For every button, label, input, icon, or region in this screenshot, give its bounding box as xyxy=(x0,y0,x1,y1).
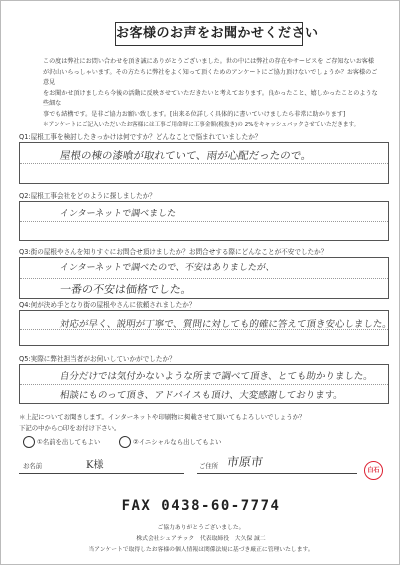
consent-option-2[interactable] xyxy=(119,436,221,448)
consent-instruction: 下記の中から○印をお付け下さい。 xyxy=(19,424,121,432)
checkbox-circle[interactable] xyxy=(119,436,131,448)
answer-box-4 xyxy=(19,310,393,346)
question-1-label: Q1:屋根工事を検討したきっかけは何ですか？どんなことで悩まれていましたか？ xyxy=(19,133,262,141)
answer-1-line-1: 屋根の棟の漆喰が取れていて、雨が心配だったので。 xyxy=(59,150,313,162)
answer-5-line-1: 自分だけでは気付かないような所まで調べて頂き、とても助かりました。 xyxy=(59,371,374,382)
name-label: お名前 xyxy=(23,462,43,470)
cashback-note: ＊アンケートにご記入いただいたお客様には工事ご用命時に工事金額(税抜き)の 2%をキャッシュバックさせていただきます。 xyxy=(43,122,360,128)
answer-box-3 xyxy=(19,257,389,299)
answer-3-line-2: 一番の不安は価格でした。 xyxy=(59,283,193,296)
consent-option-1-label: ①名前を出してもよい xyxy=(37,438,101,446)
answer-5-line-2: 相談にものって頂き、アドバイスも頂け、大変感謝しております。 xyxy=(59,390,344,401)
checkbox-circle[interactable] xyxy=(23,436,35,448)
question-3-label: Q3:街の屋根やさんを知りすぐにお問合せ頂けましたか？お問合せする際にどんなことが不安でしたか？ xyxy=(19,248,328,256)
consent-option-1[interactable] xyxy=(23,436,100,448)
footer-company: 株式会社シェアテック 代表取締役 大久保 誠二 xyxy=(136,536,266,542)
name-value: K様 xyxy=(86,460,104,471)
hanko-stamp: 白石 xyxy=(364,461,383,480)
fax-number: FAX 0438-60-7774 xyxy=(121,498,281,514)
consent-option-2-label: ②イニシャルなら出してもよい xyxy=(133,438,222,446)
intro-line: 事でも結構です。是非ご協力お願い致します。[出来る位詳しく具体的に書いていけましたら非常に助かります] xyxy=(43,110,346,118)
footer-privacy: 当アンケートで取得したお客様の個人情報は関係法規に基づき厳正に管理いたします。 xyxy=(88,547,314,553)
address-underline xyxy=(197,473,357,474)
answer-3-line-1: インターネットで調べたので、不安はありましたが、 xyxy=(59,263,276,273)
intro-text xyxy=(43,57,379,131)
intro-line: をお聞かせ頂けましたら今後の活動に反映させていただきたいと考えております。良かったこと、嬉しかったことのような些細な xyxy=(43,89,378,107)
consent-intro: ＊上記についてお聞きします。インターネットや印刷物に掲載させて頂いてもよろしいでしょうか？ xyxy=(19,413,306,421)
answer-box-5 xyxy=(19,364,389,404)
address-value: 市原市 xyxy=(225,455,264,469)
answer-2-line-1: インターネットで調べました xyxy=(59,209,177,219)
question-2-label: Q2:屋根工事会社をどのように探しましたか？ xyxy=(19,192,156,200)
answer-4-line-1: 対応が早く、説明が丁寧で、質問に対しても的確に答えて頂き安心しました。 xyxy=(59,319,393,330)
form-title: お客様のお声をお聞かせください xyxy=(115,22,303,46)
intro-line: この度は弊社にお問い合わせを頂き誠にありがとうございました。世の中には弊社の存在やサービスを ご存知ないお客様 xyxy=(43,58,374,65)
address-label: ご住所 xyxy=(199,462,219,470)
question-4-label: Q4:何が決め手となり街の屋根やさんに依頼されましたか？ xyxy=(19,301,196,309)
footer-thanks: ご協力ありがとうございました。 xyxy=(157,525,245,531)
name-underline xyxy=(19,473,184,474)
answer-box-2 xyxy=(19,201,389,241)
answer-box-1 xyxy=(19,142,389,184)
question-5-label: Q5:実際に弊社担当者がお伺いしていかがでしたか？ xyxy=(19,355,176,363)
intro-line: が沢山いらっしゃいます。その方たちに弊社をよく知って頂くためのアンケートにご協力頂けないでしょうか？お客様のご意見 xyxy=(43,68,378,86)
